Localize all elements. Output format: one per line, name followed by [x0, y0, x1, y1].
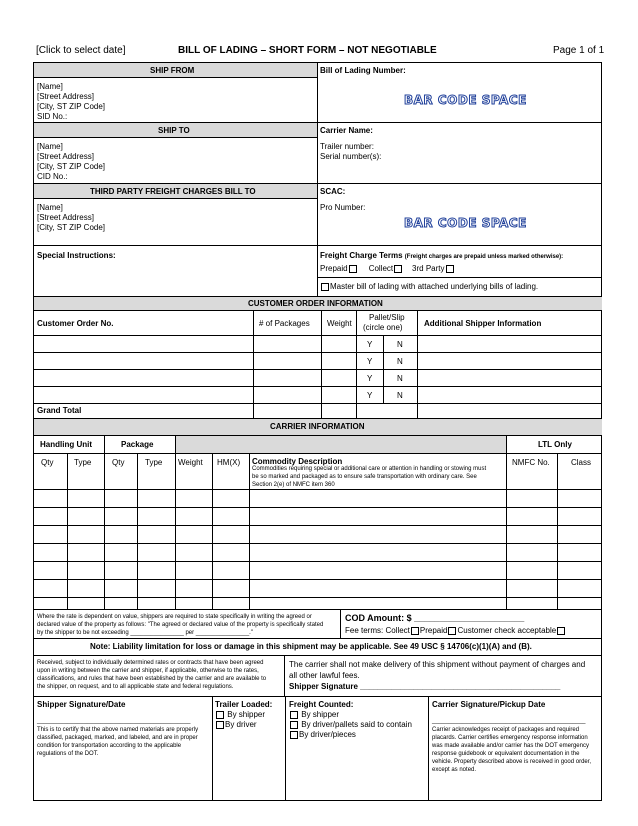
shipper-cert-line-4: regulations of the DOT.: [37, 751, 99, 757]
divider: [34, 507, 602, 508]
divider: [34, 352, 602, 353]
column-divider: [212, 453, 213, 609]
cod-customer-check-label: Customer check acceptable: [457, 626, 557, 635]
pallet-slip-circle-header: (circle one): [363, 323, 403, 332]
trailer-by-driver-checkbox[interactable]: [216, 721, 224, 729]
ltl-only-header: LTL Only: [538, 440, 572, 449]
trailer-by-shipper-checkbox[interactable]: [216, 711, 224, 719]
column-divider: [428, 696, 429, 801]
additional-shipper-info-header: Additional Shipper Information: [424, 319, 542, 328]
ship-from-city[interactable]: [City, ST ZIP Code]: [37, 102, 106, 111]
prepaid-checkbox[interactable]: [349, 265, 357, 273]
divider: [34, 579, 602, 580]
liability-note: Note: Liability limitation for loss or damage in this shipment may be applicable. See 49 USC § 14706(c)(1)(A) and (B).: [90, 642, 532, 651]
cod-customer-check-checkbox[interactable]: [557, 627, 565, 635]
carrier-ack-line-1: Carrier acknowledges receipt of packages and required: [432, 727, 580, 733]
ship-from-sid[interactable]: SID No.:: [37, 112, 68, 121]
cod-amount[interactable]: COD Amount: $ ______________________: [345, 613, 525, 623]
column-divider: [557, 453, 558, 609]
commodity-note-2: be so marked and packaged as to ensure safe transportation with ordinary care. See: [252, 474, 477, 480]
column-divider: [104, 453, 105, 609]
divider: [34, 525, 602, 526]
date-field[interactable]: [Click to select date]: [36, 45, 126, 56]
cod-prepaid-checkbox[interactable]: [448, 627, 456, 635]
pallet-n[interactable]: N: [397, 340, 403, 349]
divider: [34, 489, 602, 490]
carrier-header-shade: [175, 436, 506, 453]
pallet-y[interactable]: Y: [367, 357, 373, 366]
divider: [34, 335, 602, 336]
serial-number-label: Serial number(s):: [320, 152, 382, 161]
ship-to-name[interactable]: [Name]: [37, 142, 63, 151]
column-divider: [506, 453, 507, 609]
pallet-n[interactable]: N: [397, 374, 403, 383]
carrier-notice-line-2: all other lawful fees.: [289, 671, 360, 680]
column-divider: [212, 696, 213, 801]
divider: [34, 561, 602, 562]
value-note-line-2: declared value of the property as follows: "The agreed or declared value of the property is specifically stated: [37, 622, 324, 628]
received-line-2: upon in writing between the carrier and shipper, if applicable, otherwise to the rates,: [37, 668, 259, 674]
pallet-slip-header: Pallet/Slip: [369, 313, 405, 322]
ship-from-name[interactable]: [Name]: [37, 82, 63, 91]
third-party-name[interactable]: [Name]: [37, 203, 63, 212]
carrier-ack-line-6: except as noted.: [432, 767, 477, 773]
counted-by-shipper-label: By shipper: [301, 710, 340, 719]
hu-qty-header: Qty: [41, 458, 54, 467]
packages-header: # of Packages: [259, 319, 310, 328]
third-party-street[interactable]: [Street Address]: [37, 213, 94, 222]
column-divider: [284, 655, 285, 696]
trailer-by-shipper-label: By shipper: [227, 710, 266, 719]
column-divider: [383, 335, 384, 403]
value-note-line-3: by the shipper to be not exceeding ________________ per ________________.": [37, 630, 253, 636]
trailer-loaded-by-shipper: [215, 710, 265, 719]
pallet-y[interactable]: Y: [367, 391, 373, 400]
third-party-option-label: 3rd Party: [412, 264, 445, 273]
counted-by-driver-pieces-label: By driver/pieces: [299, 730, 356, 739]
column-divider: [67, 453, 68, 609]
carrier-signature-field[interactable]: ______________________________________________: [432, 718, 586, 724]
divider: [34, 597, 602, 598]
barcode-space-1: BAR CODE SPACE: [404, 93, 527, 107]
commodity-description-header: Commodity Description: [252, 457, 343, 466]
carrier-ack-line-4: response guidebook or equivalent documentation in the: [432, 751, 580, 757]
received-line-4: the shipper, on request, and to all applicable state and federal regulations.: [37, 684, 234, 690]
freight-terms-label: Freight Charge Terms: [320, 251, 403, 260]
collect-checkbox[interactable]: [394, 265, 402, 273]
received-line-3: classifications, and rules that have been established by the carrier and are available to: [37, 676, 267, 682]
column-divider: [321, 310, 322, 418]
carrier-signature-heading: Carrier Signature/Pickup Date: [432, 700, 546, 709]
column-divider: [285, 696, 286, 801]
document-title: BILL OF LADING – SHORT FORM – NOT NEGOTIABLE: [178, 45, 437, 56]
shipper-cert-line-1: This is to certify that the above named materials are properly: [37, 727, 199, 733]
page-indicator: Page 1 of 1: [553, 45, 605, 56]
pallet-y[interactable]: Y: [367, 374, 373, 383]
divider: [34, 403, 602, 404]
shipper-cert-line-3: condition for transportation according to the applicable: [37, 743, 182, 749]
ship-from-heading: SHIP FROM: [150, 66, 195, 75]
received-line-1: Received, subject to individually determined rates or contracts that have been agreed: [37, 660, 264, 666]
commodity-note-3: Section 2(e) of NMFC item 360: [252, 482, 335, 488]
cod-collect-label: Fee terms: Collect: [345, 626, 410, 635]
divider: [34, 137, 317, 138]
handling-unit-header: Handling Unit: [40, 440, 92, 449]
carrier-ack-line-3: was made available and/or carrier has the DOT emergency: [432, 743, 589, 749]
trailer-loaded-heading: Trailer Loaded:: [215, 700, 273, 709]
pkg-qty-header: Qty: [112, 458, 125, 467]
pkg-type-header: Type: [145, 458, 163, 467]
barcode-space-2: BAR CODE SPACE: [404, 216, 527, 230]
shipper-signature-line[interactable]: Shipper Signature _____________________________________________: [289, 682, 561, 691]
cod-fee-terms: [345, 626, 566, 635]
counted-by-driver-pieces-checkbox[interactable]: [290, 731, 298, 739]
package-header: Package: [121, 440, 154, 449]
weight-header: Weight: [327, 319, 352, 328]
divider: [34, 453, 602, 454]
collect-label: Collect: [368, 264, 394, 273]
divider: [34, 386, 602, 387]
ship-from-street[interactable]: [Street Address]: [37, 92, 94, 101]
weight-col-header: Weight: [178, 458, 203, 467]
divider: [317, 277, 602, 278]
column-divider: [104, 436, 105, 453]
column-divider: [253, 310, 254, 418]
divider: [34, 245, 602, 246]
trailer-number-label: Trailer number:: [320, 142, 374, 151]
class-header: Class: [571, 458, 592, 467]
shipper-signature-field[interactable]: ______________________________________________: [37, 718, 191, 724]
shipper-cert-line-2: classified, packaged, marked, and labeled, and are in proper: [37, 735, 198, 741]
column-divider: [506, 436, 507, 453]
divider: [34, 310, 602, 311]
column-divider: [340, 609, 341, 638]
third-party-heading: THIRD PARTY FREIGHT CHARGES BILL TO: [90, 187, 256, 196]
prepaid-label: Prepaid: [320, 264, 348, 273]
pallet-n[interactable]: N: [397, 357, 403, 366]
master-bol-checkbox[interactable]: [321, 283, 329, 291]
column-divider: [175, 436, 176, 453]
counted-by-shipper-checkbox[interactable]: [290, 711, 298, 719]
cod-prepaid-label: Prepaid: [419, 626, 448, 635]
divider: [34, 77, 317, 78]
column-divider: [356, 310, 357, 418]
hm-header: HM(X): [217, 458, 241, 467]
third-party-checkbox[interactable]: [446, 265, 454, 273]
value-note-line-1: Where the rate is dependent on value, shippers are required to state specifically in writing the agreed or: [37, 614, 312, 620]
master-bol-option: [320, 282, 538, 291]
customer-order-heading: CUSTOMER ORDER INFORMATION: [248, 299, 383, 308]
divider: [34, 655, 602, 656]
commodity-note-1: Commodities requiring special or additional care or attention in handling or stowing must: [252, 466, 487, 472]
freight-counted-by-driver-pallets: [289, 720, 412, 729]
freight-counted-by-shipper: [289, 710, 339, 719]
column-divider: [317, 63, 318, 296]
cod-collect-checkbox[interactable]: [411, 627, 419, 635]
freight-terms: [320, 251, 563, 261]
nmfc-header: NMFC No.: [512, 458, 550, 467]
column-divider: [249, 453, 250, 609]
grand-total-label: Grand Total: [37, 406, 82, 415]
ship-to-heading: SHIP TO: [158, 126, 190, 135]
trailer-loaded-by-driver: [215, 720, 257, 729]
divider: [34, 609, 602, 610]
carrier-notice-line-1: The carrier shall not make delivery of this shipment without payment of charges and: [289, 660, 586, 669]
bol-number-label: Bill of Lading Number:: [320, 66, 406, 75]
freight-counted-by-driver-pieces: [289, 730, 356, 739]
counted-by-driver-pallets-label: By driver/pallets said to contain: [301, 720, 412, 729]
pallet-y[interactable]: Y: [367, 340, 373, 349]
divider: [34, 198, 317, 199]
freight-terms-note: (Freight charges are prepaid unless marked otherwise):: [404, 254, 564, 260]
third-party-city[interactable]: [City, ST ZIP Code]: [37, 223, 106, 232]
trailer-by-driver-label: By driver: [225, 720, 257, 729]
freight-counted-heading: Freight Counted:: [289, 700, 354, 709]
pro-number-label: Pro Number:: [320, 203, 366, 212]
column-divider: [137, 453, 138, 609]
ship-to-city[interactable]: [City, ST ZIP Code]: [37, 162, 106, 171]
divider: [34, 696, 602, 697]
counted-by-driver-pallets-checkbox[interactable]: [290, 721, 298, 729]
freight-terms-options: [320, 264, 455, 273]
master-bol-label: Master bill of lading with attached underlying bills of lading.: [330, 282, 539, 291]
pallet-n[interactable]: N: [397, 391, 403, 400]
scac-label: SCAC:: [320, 187, 346, 196]
customer-order-no-header: Customer Order No.: [37, 319, 114, 328]
column-divider: [417, 310, 418, 418]
ship-to-street[interactable]: [Street Address]: [37, 152, 94, 161]
carrier-name-label: Carrier Name:: [320, 126, 373, 135]
divider: [34, 369, 602, 370]
ship-to-cid[interactable]: CID No.:: [37, 172, 68, 181]
column-divider: [175, 453, 176, 609]
carrier-info-heading: CARRIER INFORMATION: [270, 422, 365, 431]
carrier-ack-line-2: placards. Carrier certifies emergency response information: [432, 735, 588, 741]
divider: [34, 543, 602, 544]
special-instructions-label: Special Instructions:: [37, 251, 116, 260]
divider: [34, 638, 602, 639]
carrier-ack-line-5: vehicle. Property described above is received in good order,: [432, 759, 592, 765]
hu-type-header: Type: [74, 458, 92, 467]
shipper-signature-heading: Shipper Signature/Date: [37, 700, 126, 709]
